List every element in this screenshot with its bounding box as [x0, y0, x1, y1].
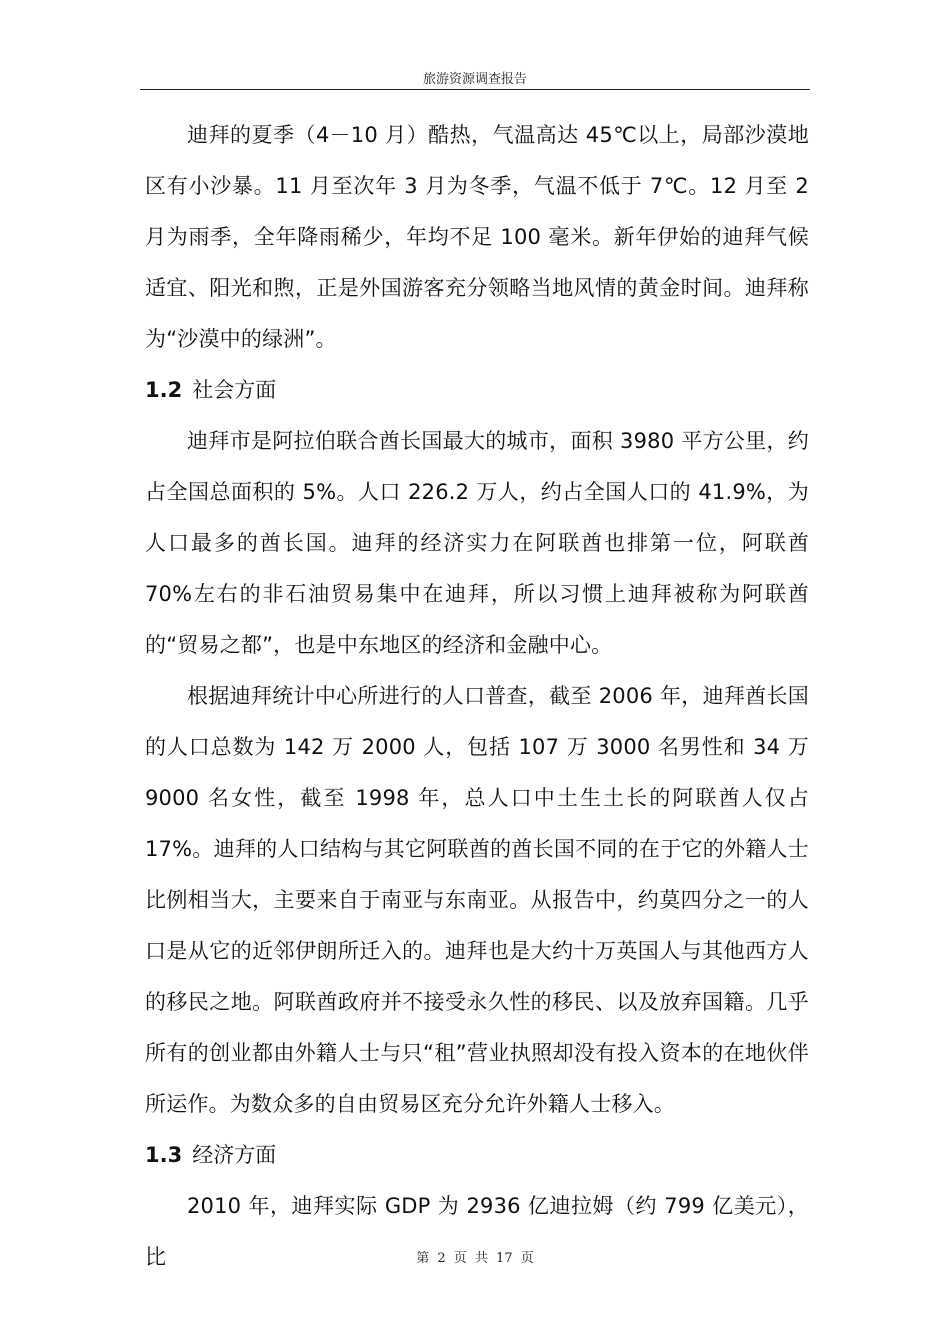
section-title: 社会方面	[192, 378, 277, 402]
document-body	[145, 110, 809, 1283]
page-footer: 第 2 页 共 17 页	[416, 1251, 534, 1266]
section-number: 1.2	[145, 378, 183, 402]
section-number: 1.3	[145, 1143, 183, 1167]
header-divider	[140, 89, 810, 90]
paragraph-society: 迪拜市是阿拉伯联合酋长国最大的城市，面积 3980 平方公里，约占全国总面积的 5%。人口 226.2 万人，约占全国人口的 41.9%，为人口最多的酋长国。迪拜的经济实力在阿联酋也排第一位，阿联酋 70%左右的非石油贸易集中在迪拜，所以习惯上迪拜被称为阿联酋的“贸易之都”，也是中东地区的经济和金融中心。	[145, 429, 809, 657]
section-heading-1-3	[145, 1130, 809, 1181]
section-title: 经济方面	[192, 1143, 277, 1167]
paragraph-economy: 2010 年，迪拜实际 GDP 为 2936 亿迪拉姆（约 799 亿美元），比	[145, 1194, 809, 1269]
section-heading-1-2	[145, 365, 809, 416]
page-header: 旅游资源调查报告	[422, 72, 527, 87]
paragraph-climate: 迪拜的夏季（4－10 月）酷热，气温高达 45℃以上，局部沙漠地区有小沙暴。11 月至次年 3 月为冬季，气温不低于 7℃。12 月至 2 月为雨季，全年降雨稀少，年均不足 100 毫米。新年伊始的迪拜气候适宜、阳光和煦，正是外国游客充分领略当地风情的黄金时间。迪拜称为“沙漠中的绿洲”。	[145, 123, 809, 351]
paragraph-population: 根据迪拜统计中心所进行的人口普查，截至 2006 年，迪拜酋长国的人口总数为 142 万 2000 人，包括 107 万 3000 名男性和 34 万 9000 名女性，截至 1998 年，总人口中土生土长的阿联酋人仅占 17%。迪拜的人口结构与其它阿联酋的酋长国不同的在于它的外籍人士比例相当大，主要来自于南亚与东南亚。从报告中，约莫四分之一的人口是从它的近邻伊朗所迁入的。迪拜也是大约十万英国人与其他西方人的移民之地。阿联酋政府并不接受永久性的移民、以及放弃国籍。几乎所有的创业都由外籍人士与只“租”营业执照却没有投入资本的在地伙伴所运作。为数众多的自由贸易区充分允许外籍人士移入。	[145, 684, 809, 1116]
